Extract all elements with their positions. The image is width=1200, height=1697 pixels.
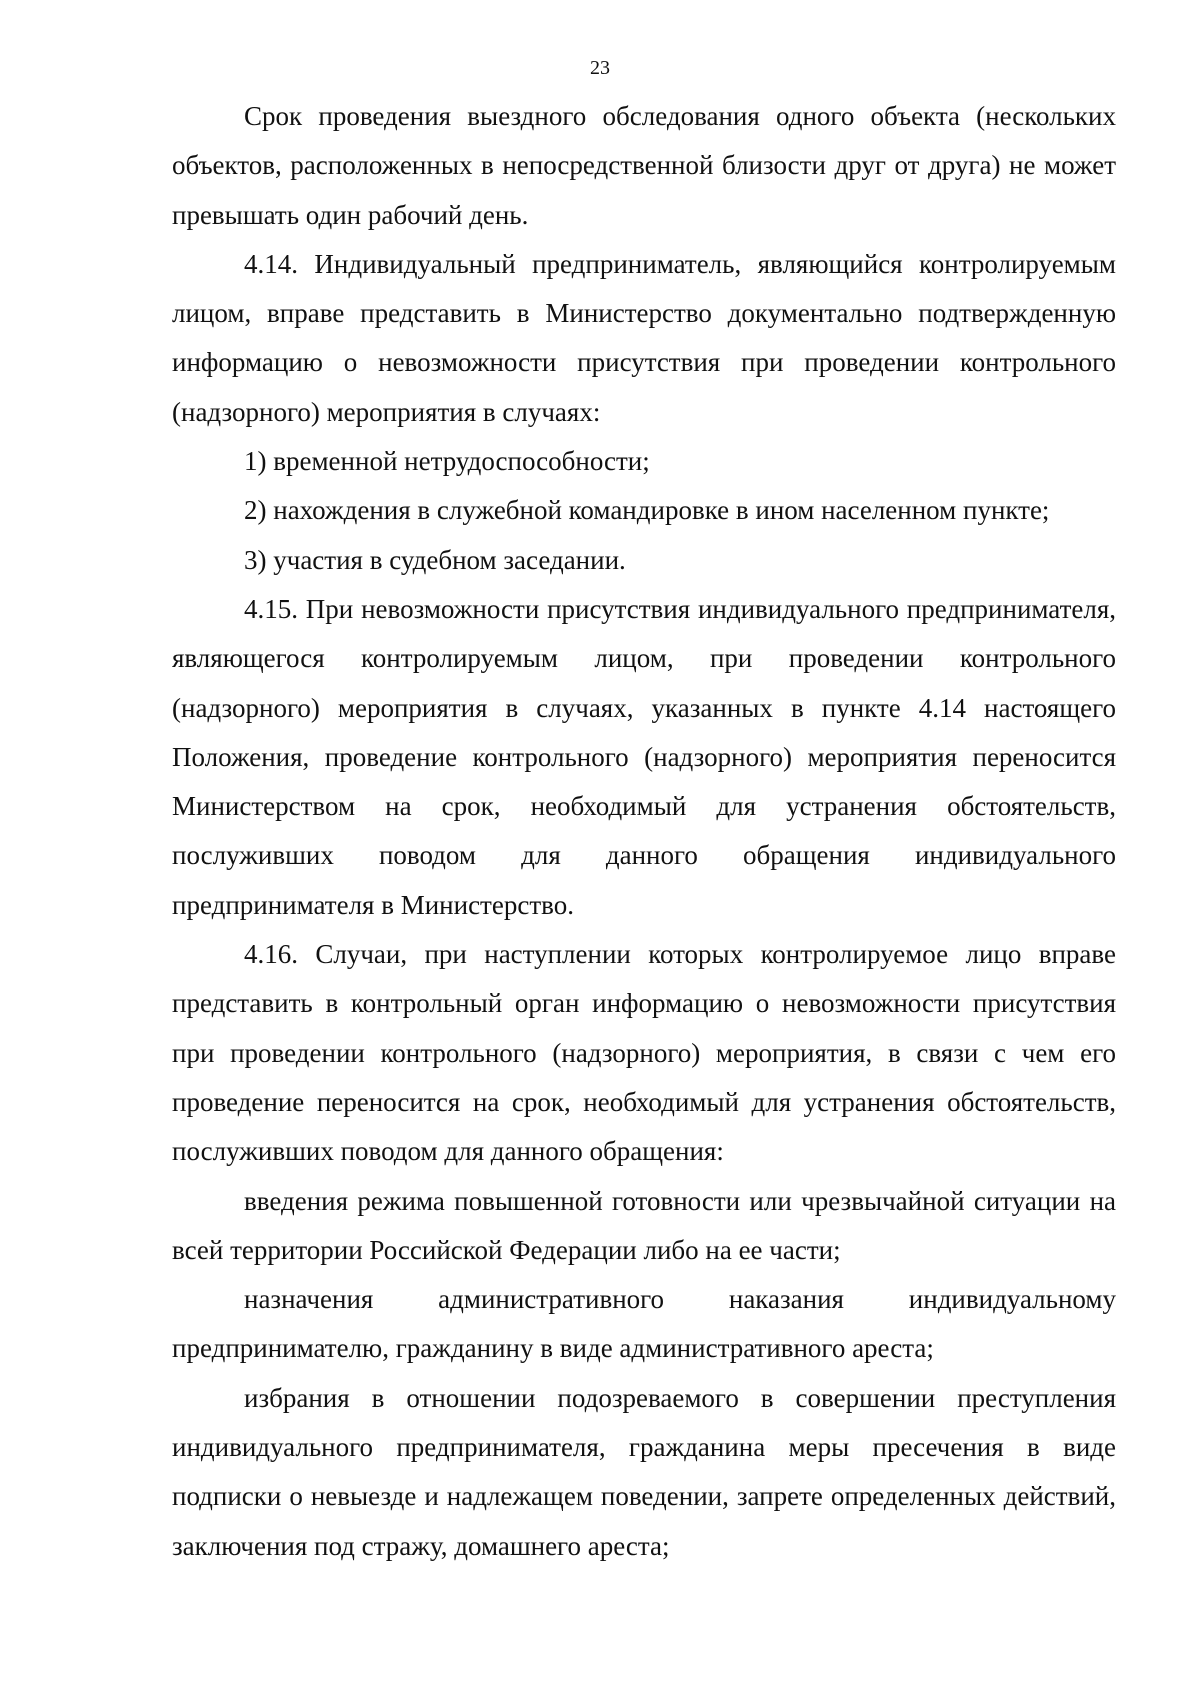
paragraph-4-14: 4.14. Индивидуальный предприниматель, являющийся контролируемым лицом, вправе представить в Министерство документально подтвержденную информацию о невозможности присутствия при проведении контрольного (надзорного) мероприятия в случаях: <box>172 248 1116 427</box>
document-body <box>172 92 1116 1571</box>
list-item-business-trip: 2) нахождения в служебной командировке в ином населенном пункте; <box>244 495 1050 526</box>
paragraph-inspection-duration: Срок проведения выездного обследования одного объекта (нескольких объектов, расположенных в непосредственной близости друг от друга) не может превышать один рабочий день. <box>172 101 1116 230</box>
paragraph-4-15: 4.15. При невозможности присутствия индивидуального предпринимателя, являющегося контролируемым лицом, при проведении контрольного (надзорного) мероприятия в случаях, указанных в пункте 4.14 настоящего Положения, проведение контрольного (надзорного) мероприятия переносится Министерством на срок, необходимый для устранения обстоятельств, послуживших поводом для данного обращения индивидуального предпринимателя в Министерство. <box>172 593 1116 920</box>
list-item-temporary-disability: 1) временной нетрудоспособности; <box>244 446 650 477</box>
list-item-administrative-arrest: назначения административного наказания индивидуальному предпринимателю, гражданину в виде административного ареста; <box>172 1284 1116 1364</box>
list-item-court-session: 3) участия в судебном заседании. <box>244 544 626 575</box>
paragraph-4-16: 4.16. Случаи, при наступлении которых контролируемое лицо вправе представить в контрольный орган информацию о невозможности присутствия при проведении контрольного (надзорного) мероприятия, в связи с чем его проведение переносится на срок, необходимый для устранения обстоятельств, послуживших поводом для данного обращения: <box>172 939 1116 1167</box>
list-item-preventive-measure: избрания в отношении подозреваемого в совершении преступления индивидуального предпринимателя, гражданина меры пресечения в виде подписки о невыезде и надлежащем поведении, запрете определенных действий, заключения под стражу, домашнего ареста; <box>172 1382 1116 1561</box>
page-number: 23 <box>590 57 610 79</box>
list-item-emergency-regime: введения режима повышенной готовности или чрезвычайной ситуации на всей территории Российской Федерации либо на ее части; <box>172 1185 1116 1265</box>
